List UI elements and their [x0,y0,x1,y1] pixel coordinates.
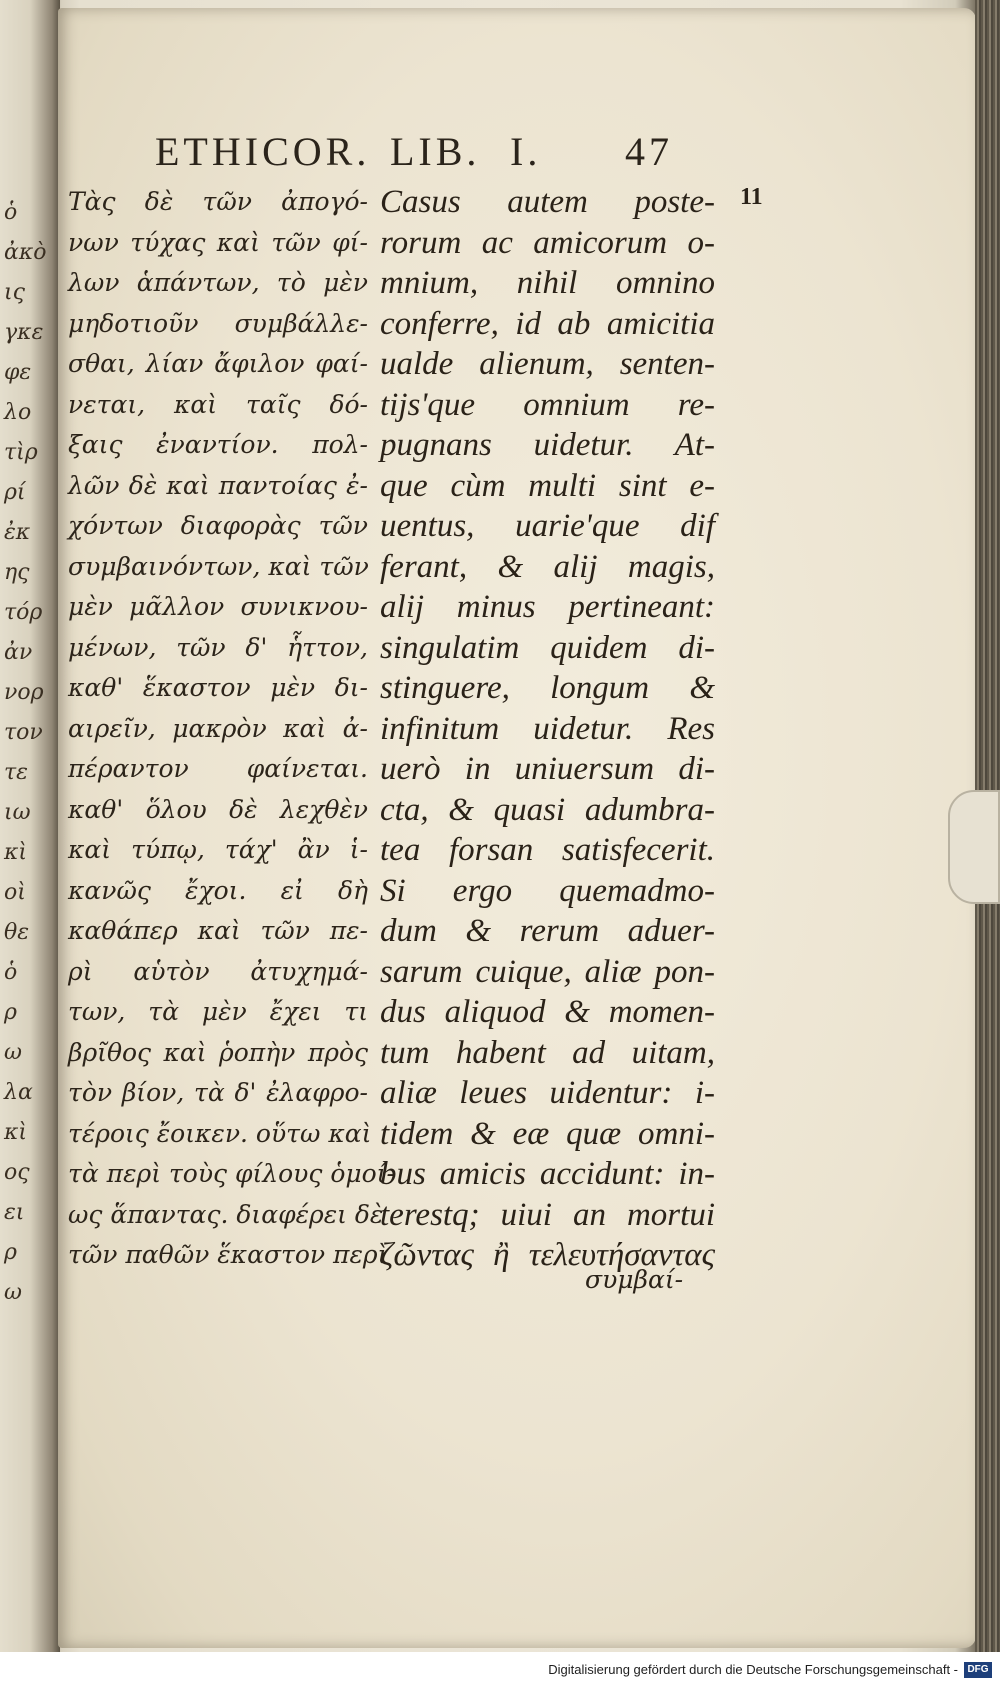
latin-text-line: stinguere, longum & [380,670,715,706]
greek-text-line: καθάπερ καὶ τῶν πε- [68,916,368,945]
left-page-fragment: ὁ [4,960,18,985]
latin-text-line: tidem & eæ quæ omni- [380,1115,715,1152]
left-page-fragment: ω [4,1280,22,1305]
greek-text-line: ως ἅπαντας. διαφέρει δὲ [68,1199,384,1229]
latin-text-line: Si ergo quemadmo- [380,872,715,909]
bookmark-tab [948,790,1000,904]
left-page-fragment: τον [4,720,43,745]
greek-text-line: συμβαινόντων, καὶ τῶν [68,551,369,581]
left-page-fragment: κὶ [4,1120,28,1145]
latin-text-line: dus aliquod & momen- [380,994,715,1030]
left-page-fragment: κὶ [4,840,28,865]
greek-text-line: πέραντον φαίνεται. [68,754,368,783]
greek-text-line: αιρεῖν, μακρὸν καὶ ἀ- [68,713,368,743]
latin-text-line: tijs'que omnium re- [380,386,715,423]
left-page-fragment: τόρ [4,600,43,625]
greek-text-line: ρὶ αὑτὸν ἀτυχημά- [68,956,368,986]
greek-text-line: βρῖθος καὶ ῥοπὴν πρὸς [68,1037,368,1067]
greek-text-line: μὲν μᾶλλον συνικνου- [68,592,368,621]
book-number: I. [510,129,542,174]
greek-text-line: μένων, τῶν δ' ἧττον, [68,632,368,662]
greek-text-line: σθαι, λίαν ἄφιλον φαί- [68,349,368,378]
latin-text-line: tea forsan satisfecerit. [380,832,715,868]
left-page-fragment: ος [4,1160,30,1185]
latin-text-line: pugnans uidetur. At- [380,427,715,463]
left-page-fragment: θε [4,920,30,945]
latin-text-line: mnium, nihil omnino [380,265,715,301]
left-page-fragment: ει [4,1200,25,1225]
greek-text-line: Τὰς δὲ τῶν ἀπογό- [68,187,368,216]
left-page-fragment: ρ [4,1240,17,1265]
running-title: ETHICOR. [155,129,371,174]
latin-text-line: ferant, & alij magis, [380,548,715,585]
left-page-fragment: ρ [4,1000,17,1025]
page-number: 47 [625,129,673,174]
left-page-fragment: γκε [4,320,44,345]
latin-text-line: aliæ leues uidentur: i- [380,1075,715,1111]
left-page-fragment: ἐκ [4,520,31,545]
left-page-fragment: ιω [4,800,31,825]
latin-text-line: bus amicis accidunt: in- [380,1156,715,1192]
greek-text-line: τῶν παθῶν ἕκαστον περὶ [68,1240,388,1269]
latin-text-line: uerò in uniuersum di- [380,751,715,787]
digitization-footer [0,1652,1000,1687]
left-page-fragment: ης [4,560,30,585]
greek-text-line: ξαις ἐναντίον. πολ- [68,430,368,459]
funding-credit: Digitalisierung gefördert durch die Deutsche Forschungsgemeinschaft - [548,1662,958,1677]
latin-text-line: ζῶντας ἢ τελευτήσαντας [380,1237,715,1273]
latin-text-line: sarum cuique, aliæ pon- [380,953,715,990]
left-page-fragment: ὁ [4,200,18,225]
latin-text-line: singulatim quidem di- [380,629,715,666]
greek-text-line: κανῶς ἔχοι. εἰ δὴ [68,875,368,905]
greek-text-line: καθ' ἕκαστον μὲν δι- [68,673,368,702]
left-page-fragment: οὶ [4,880,26,905]
latin-text-line: ualde alienum, senten- [380,346,715,382]
latin-text-line: Casus autem poste- [380,184,715,220]
book-label: LIB. [390,129,481,174]
latin-text-line: dum & rerum aduer- [380,913,715,949]
left-page-fragment: ω [4,1040,22,1065]
left-page-fragment: ρί [4,480,26,505]
left-page-fragment: λο [4,400,32,425]
greek-text-line: χόντων διαφορὰς τῶν [68,511,368,540]
latin-text-line: alij minus pertineant: [380,589,715,625]
latin-text-line: uentus, uarie'que dif [380,508,715,544]
left-page-fragment: νορ [4,680,44,705]
signature-mark: 11 [740,184,763,210]
latin-text-line: terestq; uiui an mortui [380,1196,715,1233]
dfg-logo: DFG [964,1662,992,1678]
greek-text-line: νεται, καὶ ταῖς δό- [68,389,368,419]
latin-text-line: rorum ac amicorum o- [380,224,715,261]
latin-text-line: cta, & quasi adumbra- [380,791,715,828]
greek-text-line: τὰ περὶ τοὺς φίλους ὁμοί- [68,1159,395,1188]
running-header [155,128,725,178]
latin-text-line: conferre, id ab amicitia [380,305,715,342]
greek-text-line: των, τὰ μὲν ἔχει τι [68,997,368,1026]
latin-text-line: que cùm multi sint e- [380,467,715,504]
greek-text-line: καὶ τύπῳ, τάχ' ἂν ἱ- [68,835,368,864]
left-page-fragment: ις [4,280,25,305]
greek-text-line: μηδοτιοῦν συμβάλλε- [68,308,368,338]
greek-text-line: λῶν δὲ καὶ παντοίας ἐ- [68,470,368,500]
greek-text-line: νων τύχας καὶ τῶν φί- [68,227,368,257]
catchword: συμβαί- [585,1265,684,1294]
left-page-fragment: τὶρ [4,440,38,465]
latin-text-line: infinitum uidetur. Res [380,710,715,747]
greek-text-line: λων ἁπάντων, τὸ μὲν [68,268,368,297]
greek-text-line: τὸν βίον, τὰ δ' ἐλαφρο- [68,1078,368,1107]
left-page-fragment: ἀκὸ [4,240,47,265]
left-page-fragment: ἀν [4,640,33,665]
greek-text-line: καθ' ὅλου δὲ λεχθὲν [68,794,368,824]
greek-text-line: τέροις ἔοικεν. οὕτω καὶ [68,1118,372,1148]
left-page-fragment: λα [4,1080,33,1105]
latin-text-line: tum habent ad uitam, [380,1034,715,1071]
left-page-fragment: τε [4,760,28,785]
left-page-fragment: φε [4,360,32,385]
